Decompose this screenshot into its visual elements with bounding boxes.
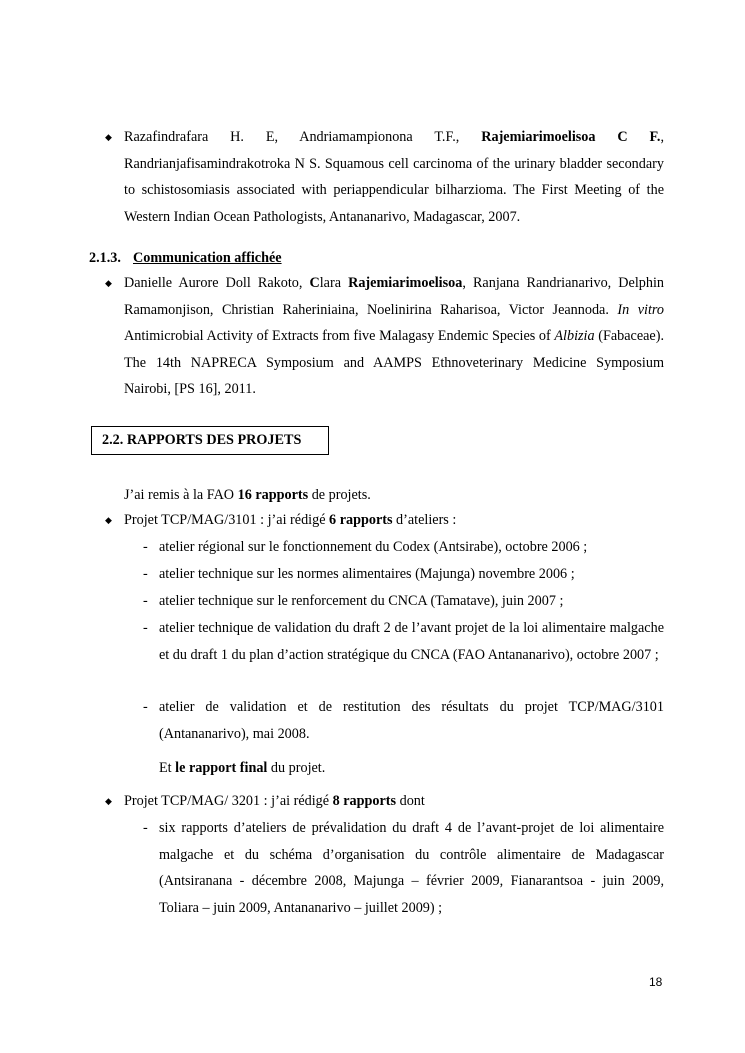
project-1-subitem — [143, 561, 664, 588]
dash-bullet-icon: - — [143, 539, 148, 555]
section-title: Communication affichée — [133, 250, 282, 266]
project-2-text: Projet TCP/MAG/ 3201 : j’ai rédigé — [124, 793, 333, 809]
subitem-text: atelier régional sur le fonctionnement du Codex (Antsirabe), octobre 2006 ; — [159, 539, 588, 555]
section-heading-rapports: 2.2. RAPPORTS DES PROJETS — [102, 432, 302, 448]
communication-text: lara — [319, 275, 349, 291]
page-number: 18 — [649, 975, 663, 989]
subitem-text: atelier technique sur le renforcement du CNCA (Tamatave), juin 2007 ; — [159, 593, 564, 609]
project-1-subitem — [143, 615, 664, 668]
project-1-subitem — [143, 694, 664, 747]
final-text: du projet. — [267, 760, 326, 776]
project-1-subitem — [143, 534, 664, 561]
subitem-text: six rapports d’ateliers de prévalidation du draft 4 de l’avant-projet de loi alimentaire malgache et du schéma d’organisation du contrôle alimentaire de Madagascar (Antsiranana - décembre 2008, Majunga – février 2009, Fianarantsoa - juin 2009, Toliara – juin 2009, Antananarivo – juillet 2009) ; — [159, 820, 664, 916]
communication-text: Danielle Aurore Doll Rakoto, — [124, 275, 310, 291]
project-2-item — [105, 788, 664, 815]
diamond-bullet-icon: ◆ — [105, 796, 112, 806]
communication-text: , Ranjana Randrianarivo, Delphin Ramamonjison, Christian Raheriniaina, Noelinirina Raharisoa, Victor Jeannoda. — [124, 275, 664, 318]
subitem-text: atelier de validation et de restitution des résultats du projet TCP/MAG/3101 (Antananarivo), mai 2008. — [159, 699, 664, 742]
project-1-text: Projet TCP/MAG/3101 : j’ai rédigé — [124, 512, 330, 528]
project-1-text: d’ateliers : — [392, 512, 457, 528]
section-heading-communication — [89, 248, 282, 268]
communication-item — [105, 270, 664, 403]
project-1-subitem — [143, 588, 664, 615]
project-2-text: dont — [396, 793, 425, 809]
communication-italic: Albizia — [554, 328, 595, 344]
subitem-text: atelier technique sur les normes alimentaires (Majunga) novembre 2006 ; — [159, 566, 575, 582]
dash-bullet-icon: - — [143, 699, 148, 715]
project-1-item — [105, 507, 664, 534]
communication-author-highlight: Rajemiarimoelisoa — [348, 275, 463, 291]
communication-italic: In vitro — [617, 301, 664, 318]
dash-bullet-icon: - — [143, 820, 148, 836]
communication-text: (Fabaceae). The 14th NAPRECA Symposium and AAMPS Ethnoveterinary Medicine Symposium Nairobi, [PS 16], 2011. — [124, 328, 664, 397]
communication-bold: C — [309, 275, 320, 291]
publication-authors: Razafindrafara H. E, Andriamampionona T.F., — [124, 129, 482, 145]
section-number: 2.1.3. — [89, 250, 121, 266]
rapports-intro — [124, 485, 371, 505]
dash-bullet-icon: - — [143, 620, 148, 636]
diamond-bullet-icon: ◆ — [105, 278, 112, 288]
diamond-bullet-icon: ◆ — [105, 132, 112, 142]
dash-bullet-icon: - — [143, 566, 148, 582]
project-2-bold: 8 rapports — [332, 793, 397, 809]
final-bold: le rapport final — [175, 760, 268, 776]
project-1-bold: 6 rapports — [329, 512, 393, 528]
intro-text: de projets. — [308, 487, 371, 503]
project-2-subitem — [143, 815, 664, 921]
intro-text: J’ai remis à la FAO — [124, 487, 238, 503]
communication-text: Antimicrobial Activity of Extracts from five Malagasy Endemic Species of — [124, 328, 555, 344]
publication-item — [105, 124, 664, 230]
final-text: Et — [159, 760, 176, 776]
project-1-final — [159, 755, 664, 782]
subitem-text: atelier technique de validation du draft 2 de l’avant projet de la loi alimentaire malgache et du draft 1 du plan d’action stratégique du CNCA (FAO Antananarivo), octobre 2007 ; — [159, 620, 664, 663]
publication-citation: , Randrianjafisamindrakotroka N S. Squamous cell carcinoma of the urinary bladder secondary to schistosomiasis associated with periappendicular bilharzioma. The First Meeting of the Western Indian Ocean Pathologists, Antananarivo, Madagascar, 2007. — [124, 129, 664, 225]
dash-bullet-icon: - — [143, 593, 148, 609]
diamond-bullet-icon: ◆ — [105, 515, 112, 525]
publication-author-highlight: Rajemiarimoelisoa C F. — [481, 129, 661, 145]
section-heading-rapports-box — [91, 426, 329, 455]
intro-bold: 16 rapports — [237, 487, 309, 503]
